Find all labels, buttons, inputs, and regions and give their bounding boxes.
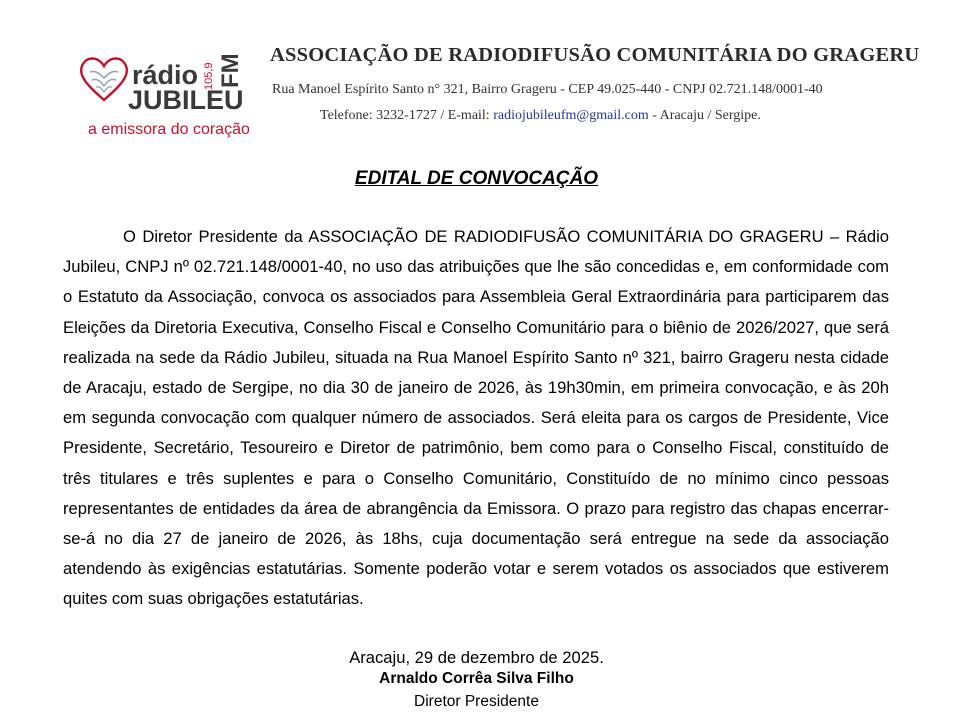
email-link[interactable]: radiojubileufm@gmail.com: [493, 108, 649, 123]
association-name: ASSOCIAÇÃO DE RADIODIFUSÃO COMUNITÁRIA DO GRAGERU: [270, 44, 920, 66]
body-paragraph: O Diretor Presidente da ASSOCIAÇÃO DE RADIODIFUSÃO COMUNITÁRIA DO GRAGERU – Rádio Jubileu, CNPJ nº 02.721.148/0001-40, no uso das atribuições que lhe são concedidas e, em conformidade com o Estatuto da Associação, convoca os associados para Assembleia Geral Extraordinária para participarem das Eleições da Diretoria Executiva, Conselho Fiscal e Conselho Comunitário para o biênio de 2026/2027, que será realizada na sede da Rádio Jubileu, situada na Rua Manoel Espírito Santo nº 321, bairro Grageru nesta cidade de Aracaju, estado de Sergipe, no dia 30 de janeiro de 2026, às 19h30min, em primeira convocação, e às 20h em segunda convocação com qualquer número de associados. Será eleita para os cargos de Presidente, Vice Presidente, Secretário, Tesoureiro e Diretor de patrimônio, bem como para o Conselho Fiscal, constituído de três titulares e três suplentes e para o Conselho Comunitário, Constituído de no mínimo cinco pessoas representantes de entidades da área de abrangência da Emissora. O prazo para registro das chapas encerrar-se-á no dia 27 de janeiro de 2026, às 18hs, cuja documentação será entregue na sede da associação atendendo às exigências estatutárias. Somente poderão votar e serem votados os associados que estiverem quites com suas obrigações estatutárias.: [63, 227, 889, 609]
association-contact: [320, 108, 761, 124]
logo-radio-text: rádio: [132, 60, 199, 90]
heart-icon: [81, 59, 127, 101]
radio-jubileu-logo: [76, 42, 256, 142]
association-address: Rua Manoel Espírito Santo n° 321, Bairro Grageru - CEP 49.025-440 - CNPJ 02.721.148/0001-40: [272, 82, 823, 97]
city-text: - Aracaju / Sergipe.: [648, 108, 761, 123]
signatory-role: Diretor Presidente: [414, 693, 539, 710]
logo-jubileu-text: JUBILEU: [128, 85, 244, 115]
logo-slogan-text: a emissora do coração: [88, 121, 250, 138]
signature-date: Aracaju, 29 de dezembro de 2025.: [349, 648, 604, 667]
signatory-name: Arnaldo Corrêa Silva Filho: [379, 670, 574, 687]
logo-fm-text: FM: [217, 53, 244, 88]
document-body: [63, 222, 889, 615]
logo-frequency-text: 105,9: [203, 62, 215, 90]
document-title: EDITAL DE CONVOCAÇÃO: [354, 168, 599, 189]
phone-label: Telefone: 3232-1727 / E-mail:: [320, 108, 494, 123]
letterhead: [270, 44, 920, 123]
